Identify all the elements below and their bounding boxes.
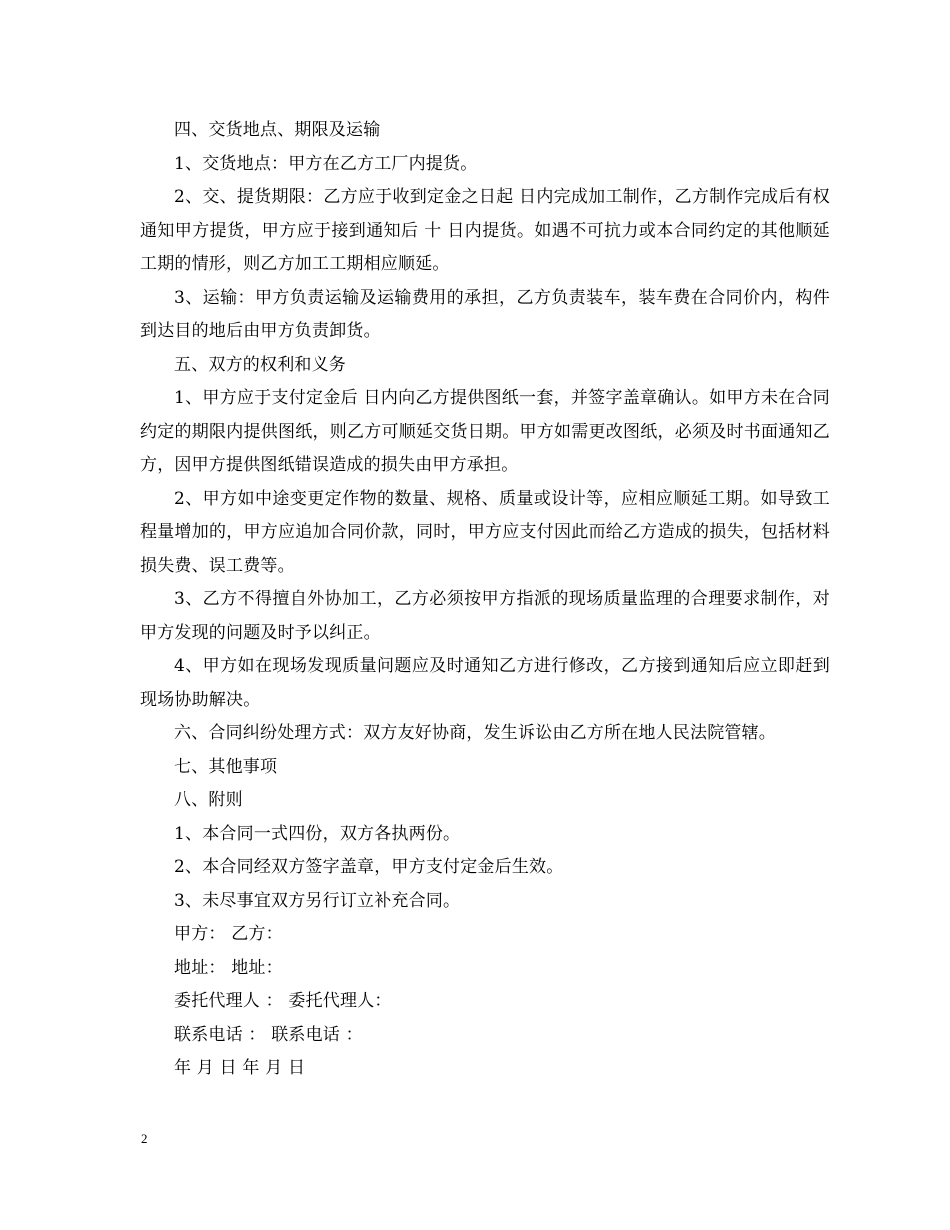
page-number: 2	[141, 1131, 148, 1146]
signature-agent-line: 委托代理人 ： 委托代理人：	[174, 991, 392, 1011]
clause-quality-issues: 4、甲方如在现场发现质量问题应及时通知乙方进行修改，乙方接到通知后应立即赶到现场协助解决。	[140, 656, 830, 710]
clause-effectiveness: 2、本合同经双方签字盖章，甲方支付定金后生效。	[174, 857, 564, 877]
clause-delivery-period: 2、交、提货期限：乙方应于收到定金之日起 日内完成加工制作，乙方制作完成后有权通知甲方提货，甲方应于接到通知后 十 日内提货。如遇不可抗力或本合同约定的其他顺延工期的情形，则乙方加工工期相应顺延。	[140, 187, 830, 274]
document-body	[140, 114, 830, 1086]
signature-date-line: 年 月 日 年 月 日	[174, 1058, 306, 1078]
clause-supplementary-contract: 3、未尽事宜双方另行订立补充合同。	[174, 890, 461, 911]
section-heading-supplementary: 八、附则	[174, 790, 243, 810]
signature-phone-line: 联系电话 ： 联系电话 ：	[174, 1024, 363, 1045]
section-heading-other-matters: 七、其他事项	[174, 756, 278, 777]
section-heading-delivery: 四、交货地点、期限及运输	[174, 120, 381, 140]
clause-transport: 3、运输：甲方负责运输及运输费用的承担，乙方负责装车，装车费在合同价内，构件到达目的地后由甲方负责卸货。	[140, 287, 830, 341]
clause-delivery-location: 1、交货地点：甲方在乙方工厂内提货。	[174, 153, 478, 174]
signature-parties-line: 甲方： 乙方：	[174, 924, 283, 944]
clause-no-outsourcing: 3、乙方不得擅自外协加工，乙方必须按甲方指派的现场质量监理的合理要求制作，对甲方发现的问题及时予以纠正。	[140, 589, 830, 643]
section-heading-rights-obligations: 五、双方的权利和义务	[174, 354, 346, 375]
signature-address-line: 地址： 地址：	[174, 957, 283, 978]
section-dispute-resolution: 六、合同纠纷处理方式：双方友好协商，发生诉讼由乙方所在地人民法院管辖。	[174, 723, 776, 743]
clause-drawings: 1、甲方应于支付定金后 日内向乙方提供图纸一套，并签字盖章确认。如甲方未在合同约定的期限内提供图纸，则乙方可顺延交货日期。甲方如需更改图纸，必须及时书面通知乙方，因甲方提供图纸错误造成的损失由甲方承担。	[140, 388, 830, 475]
clause-changes: 2、甲方如中途变更定作物的数量、规格、质量或设计等，应相应顺延工期。如导致工程量增加的，甲方应追加合同价款，同时，甲方应支付因此而给乙方造成的损失，包括材料损失费、误工费等。	[140, 488, 830, 576]
clause-copies: 1、本合同一式四份，双方各执两份。	[174, 823, 461, 844]
